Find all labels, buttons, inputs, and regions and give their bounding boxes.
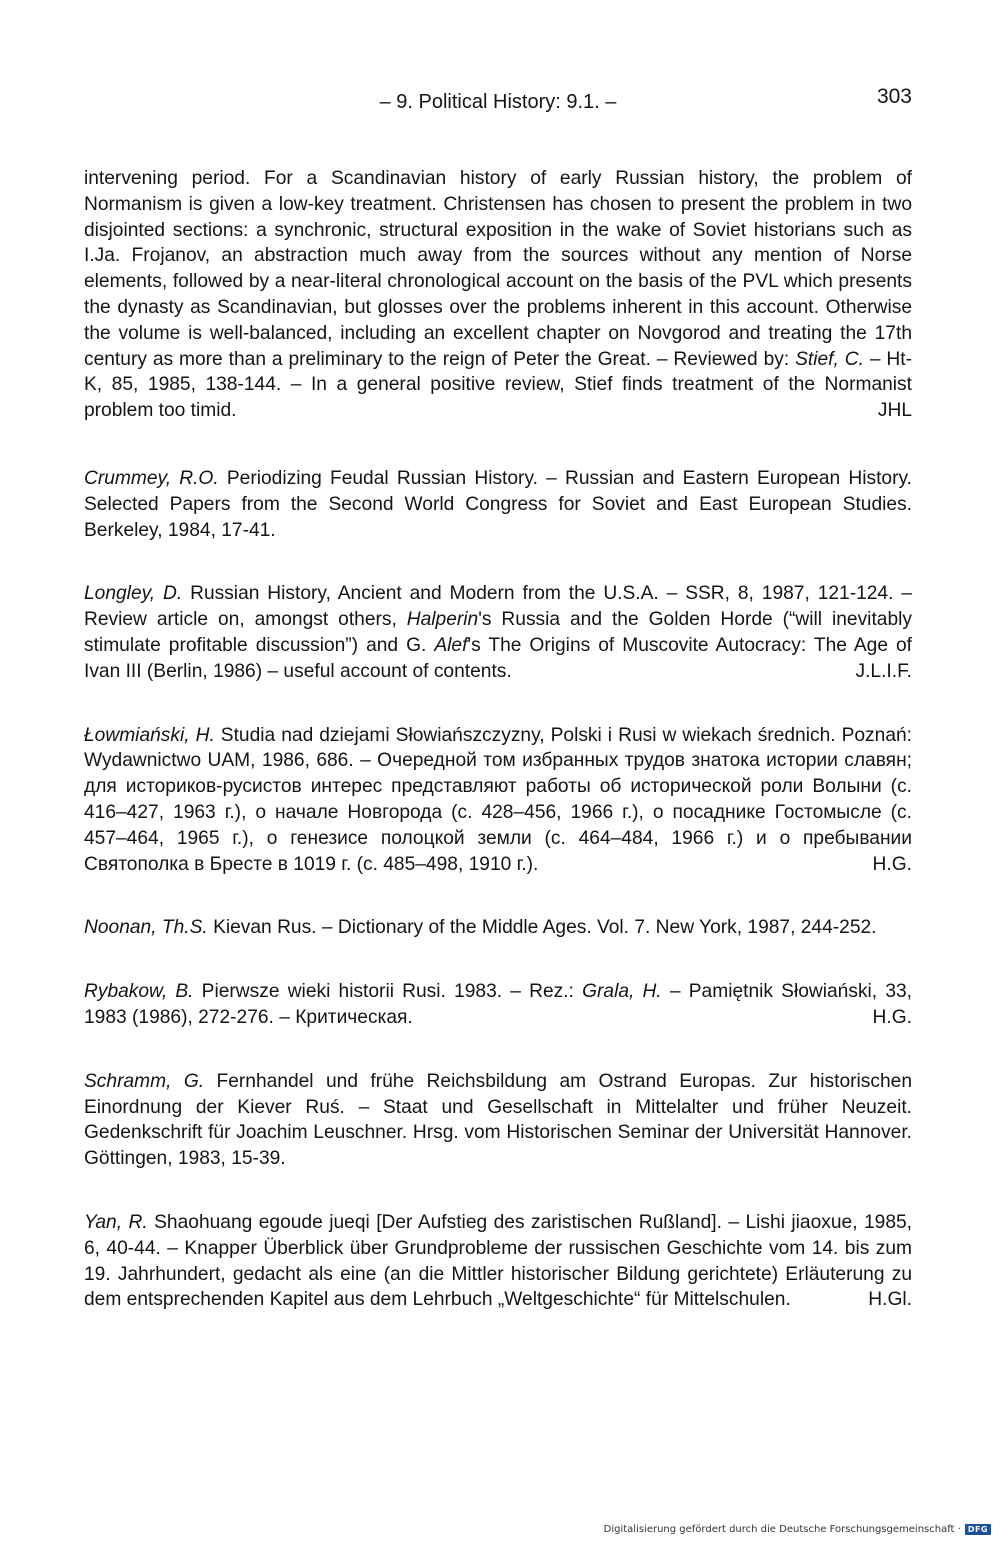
bibliography-entry-rybakow <box>84 979 912 1031</box>
bibliography-entry-longley <box>84 581 912 684</box>
entry-text: Studia nad dziejami Słowiańszczyzny, Polski i Rusi w wiekach średnich. Poznań: Wydawnictwo UAM, 1986, 686. – Очередной том избранных трудов знатока истории славян; для историков-русистов интерес представляют работы об исторической роли Волыни (с. 416–427, 1963 г.), о начале Новгорода (с. 428–456, 1966 г.), о посаднике Гостомысле (с. 457–464, 1965 г.), о генезисе полоцкой земли (с. 464–484, 1966 г.) и о пребывании Святополка в Бресте в 1019 г. (с. 485–498, 1910 г.). <box>84 724 912 875</box>
page-number: 303 <box>876 85 912 108</box>
bibliography-body <box>84 166 912 1351</box>
bibliography-entry-continuation <box>84 166 912 424</box>
footer-text: Digitalisierung gefördert durch die Deutsche Forschungsgemeinschaft · <box>603 1524 961 1535</box>
entry-initials: J.L.I.F. <box>855 660 912 682</box>
entry-reviewer: Grala, H. <box>582 981 662 1003</box>
entry-emphasis: Halperin <box>406 609 479 631</box>
running-header <box>84 85 912 121</box>
entry-initials: JHL <box>877 400 912 422</box>
entry-initials: H.G. <box>872 1006 912 1028</box>
entry-text: 's Russia and the Golden Horde (“will inevitably stimulate profitable discussion”) and G. <box>84 609 912 656</box>
bibliography-entry-schramm <box>84 1069 912 1172</box>
bibliography-entry-lowmianski <box>84 723 912 878</box>
bibliography-entry-noonan <box>84 915 912 941</box>
entry-author: Longley, D. <box>84 583 183 605</box>
bibliography-entry-crummey <box>84 466 912 543</box>
entry-text: – Ht-K, 85, 1985, 138-144. – In a general positive review, Stief finds treatment of the Normanist problem too timid. <box>84 348 912 422</box>
entry-author: Yan, R. <box>84 1211 148 1233</box>
entry-text: Pierwsze wieki historii Rusi. 1983. – Rez.: <box>193 981 583 1003</box>
entry-text: Periodizing Feudal Russian History. – Russian and Eastern European History. Selected Papers from the Second World Congress for Soviet and East European Studies. Berkeley, 1984, 17-41. <box>84 467 912 541</box>
entry-text: Kievan Rus. – Dictionary of the Middle Ages. Vol. 7. New York, 1987, 244-252. <box>207 917 877 939</box>
entry-author: Łowmiański, H. <box>84 724 215 746</box>
entry-author: Schramm, G. <box>84 1070 205 1092</box>
entry-text: Russian History, Ancient and Modern from the U.S.A. – SSR, 8, 1987, 121-124. – Review article on, amongst others, <box>84 583 913 631</box>
entry-text: Fernhandel und frühe Reichsbildung am Ostrand Europas. Zur historischen Einordnung der Kiever Ruś. – Staat und Gesellschaft in Mittelalter und früher Neuzeit. Gedenkschrift für Joachim Leuschner. Hrsg. vom Historischen Seminar der Universität Hannover. Göttingen, 1983, 15-39. <box>84 1070 912 1170</box>
digitization-footer <box>604 1524 991 1535</box>
dfg-logo-icon: DFG <box>965 1524 991 1535</box>
entry-initials: H.Gl. <box>868 1289 912 1311</box>
entry-author: Crummey, R.O. <box>84 467 219 489</box>
entry-text: intervening period. For a Scandinavian history of early Russian history, the problem of Normanism is given a low-key treatment. Christensen has chosen to present the problem in two disjointed sections: a synchronic, structural exposition in the wake of Soviet historians such as I.Ja. Frojanov, an abstraction much away from the sources without any mention of Norse elements, followed by a near-literal chronological account on the basis of the PVL which presents the dynasty as Scandinavian, but glosses over the problems inherent in this account. Otherwise the volume is well-balanced, including an excellent chapter on Novgorod and treating the 17th century as more than a preliminary to the reign of Peter the Great. – Reviewed by: <box>84 168 912 370</box>
entry-text: 's The Origins of Muscovite Autocracy: The Age of Ivan III (Berlin, 1986) – useful account of contents. <box>84 634 913 682</box>
entry-reviewer: Stief, C. <box>795 348 864 370</box>
entry-emphasis: Alef <box>434 634 468 656</box>
entry-text: Shaohuang egoude jueqi [Der Aufstieg des zaristischen Rußland]. – Lishi jiaoxue, 1985, 6, 40-44. – Knapper Überblick über Grundprobleme der russischen Geschichte vom 14. bis zum 19. Jahrhundert, gedacht als eine (an die Mittler historischer Bildung gerichtete) Erläuterung zu dem entsprechenden Kapitel aus dem Lehrbuch „Weltgeschichte“ für Mittelschulen. <box>84 1211 912 1311</box>
running-title: – 9. Political History: 9.1. – <box>379 91 617 113</box>
entry-initials: H.G. <box>872 853 912 875</box>
entry-text: – Pamiętnik Słowiański, 33, 1983 (1986), 272-276. – Критическая. <box>84 981 912 1028</box>
entry-author: Rybakow, B. <box>84 981 194 1003</box>
entry-author: Noonan, Th.S. <box>84 917 208 939</box>
bibliography-entry-yan <box>84 1210 912 1313</box>
